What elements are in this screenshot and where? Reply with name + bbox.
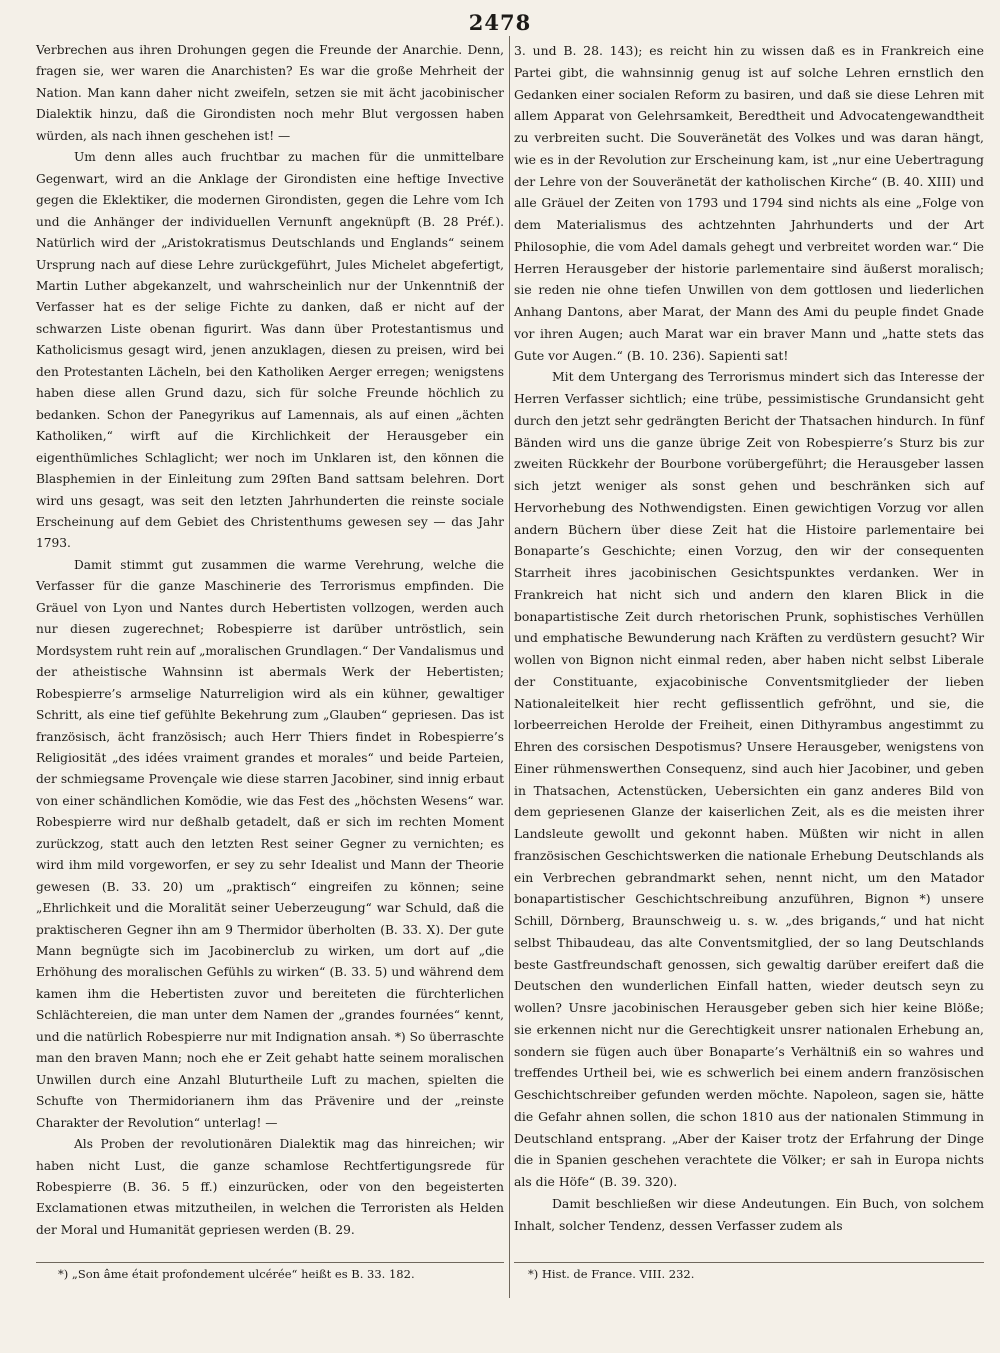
column-divider [509, 36, 510, 1298]
left-footnote-rule [36, 1262, 504, 1263]
right-paragraph-3: Damit beschließen wir diese Andeutungen. Ein Buch, von solchem Inhalt, solcher Tendenz, dessen Verfasser zudem als [514, 1195, 984, 1233]
left-paragraph-4: Als Proben der revolutionären Dialektik mag das hinreichen; wir haben nicht Lust, die ganze schamlose Rechtfertigungsrede für Robespierre (B. 36. 5 ff.) einzurücken, oder von den begeisterten Exclamationen etwas mitzutheilen, in welchen die Terroristen als Helden der Moral und Humanität gepriesen werden (B. 29. [36, 1137, 504, 1237]
right-paragraph-2: Mit dem Untergang des Terrorismus mindert sich das Interesse der Herren Verfasser sichtlich; eine trübe, pessimistische Grundansicht geht durch den jetzt sehr gedrängten Bericht der Thatsachen hindurch. In fünf Bänden wird uns die ganze übrige Zeit von Robespierre’s Sturz bis zur zweiten Rückkehr der Bourbone vorübergeführt; die Herausgeber lassen sich jetzt weniger als sonst gehen und beschränken sich auf Hervorhebung des Nothwendigsten. Einen gewichtigen Vorzug vor allen andern Büchern über diese Zeit hat die Histoire parlementaire bei Bonaparte’s Geschichte; einen Vorzug, den wir der consequenten Starrheit ihres jacobinischen Gesichtspunktes verdanken. Wer in Frankreich hat nicht sich und andern den klaren Blick in die bonapartistische Zeit durch rhetorischen Prunk, sophistisches Verhüllen und emphatische Bewunderung nach Kräften zu verdüstern gesucht? Wir wollen von Bignon nicht einmal reden, aber haben nicht selbst Liberale der Constituante, exjacobinische Conventsmitglieder der lieben Nationaleitelkeit hier recht geflissentlich gefröhnt, und sie, die lorbeerreichen Herolde der Freiheit, einen Dithyrambus angestimmt zu Ehren des corsischen Despotismus? Unsere Herausgeber, wenigstens von Einer rühmenswerthen Consequenz, sind auch hier Jacobiner, und geben in Thatsachen, Actenstücken, Uebersichten ein ganz anderes Bild von dem gepriesenen Glanze der kaiserlichen Zeit, als es die meisten ihrer Landsleute gewollt und gekonnt haben. Müßten wir nicht in allen französischen Geschichtswerken die nationale Erhebung Deutschlands als ein Verbrechen gebrandmarkt sehen, nennt nicht, um den Matador bonapartistischer Geschichtschreibung anzuführen, Bignon *) unsere Schill, Dörnberg, Braunschweig u. s. w. „des brigands,“ und hat nicht selbst Thibaudeau, das alte Conventsmitglied, der so lang Deutschlands beste Gastfreundschaft genossen, sich gewaltig darüber ereifert daß die Deutschen den wunderlichen Einfall hatten, wieder deutsch seyn zu wollen? Unsre jacobinischen Herausgeber geben sich hier keine Blöße; sie erkennen nicht nur die Gerechtigkeit unsrer nationalen Erhebung an, sondern sie fügen auch über Bonaparte’s Verhältniß ein so wahres und treffendes Urtheil bei, wie es schwerlich bei einem andern französischen Geschichtschreiber gefunden werden möchte. Napoleon, sagen sie, hätte die Gefahr ahnen sollen, die schon 1810 aus der nationalen Stimmung in Deutschland entsprang. „Aber der Kaiser trotz der Erfahrung der Dinge die in Spanien geschehen verachtete die Völker; er sah in Europa nichts als die Höfe“ (B. 39. 320). [514, 369, 984, 1189]
right-footnote: *) Hist. de France. VIII. 232. [528, 1267, 695, 1281]
left-footnote: *) „Son âme était profondement ulcérée“ heißt es B. 33. 182. [58, 1267, 415, 1281]
right-column [514, 40, 984, 1236]
left-paragraph-3: Damit stimmt gut zusammen die warme Verehrung, welche die Verfasser für die ganze Maschinerie des Terrorismus empfinden. Die Gräuel von Lyon und Nantes durch Hebertisten vollzogen, werden auch nur diesen zugerechnet; Robespierre ist darüber untröstlich, sein Mordsystem ruht rein auf „moralischen Grundlagen.“ Der Vandalismus und der atheistische Wahnsinn ist abermals Werk der Hebertisten; Robespierre’s armselige Naturreligion wird als ein kühner, gewaltiger Schritt, als eine tief gefühlte Bekehrung zum „Glauben“ gepriesen. Das ist französisch, ächt französisch; auch Herr Thiers findet in Robespierre’s Religiosität „des idées vraiment grandes et morales“ und beide Parteien, der schmiegsame Provençale wie diese starren Jacobiner, sind innig erbaut von einer schändlichen Komödie, wie das Fest des „höchsten Wesens“ war. Robespierre wird nur deßhalb getadelt, daß er sich im rechten Moment zurückzog, statt auch den letzten Rest seiner Gegner zu vernichten; es wird ihm mild vorgeworfen, er sey zu sehr Idealist und Mann der Theorie gewesen (B. 33. 20) um „praktisch“ eingreifen zu können; seine „Ehrlichkeit und die Moralität seiner Ueberzeugung“ war Schuld, daß die praktischeren Gegner ihn am 9 Thermidor überholten (B. 33. X). Der gute Mann begnügte sich im Jacobinerclub zu wirken, um dort auf „die Erhöhung des moralischen Gefühls zu wirken“ (B. 33. 5) und während dem kamen ihm die Hebertisten zuvor und bereiteten die fürchterlichen Schlächtereien, die man unter dem Namen der „grandes fournées“ kennt, und die natürlich Robespierre nur mit Indignation ansah. *) So überraschte man den braven Mann; noch ehe er Zeit gehabt hatte seinem moralischen Unwillen durch eine Anzahl Bluturtheile Luft zu machen, spielten die Schufte von Thermidorianern ihm das Prävenire und der „reinste Charakter der Revolution“ unterlag! — [36, 557, 504, 1130]
left-paragraph-1: Verbrechen aus ihren Drohungen gegen die Freunde der Anarchie. Denn, fragen sie, wer waren die Anarchisten? Es war die große Mehrheit der Nation. Man kann daher nicht zweifeln, setzen sie mit ächt jacobinischer Dialektik hinzu, daß die Girondisten noch mehr Blut vergossen haben würden, als nach ihnen geschehen ist! — [36, 43, 504, 143]
right-footnote-rule [514, 1262, 984, 1263]
left-column [36, 40, 504, 1241]
right-paragraph-1: 3. und B. 28. 143); es reicht hin zu wissen daß es in Frankreich eine Partei gibt, die wahnsinnig genug ist auf solche Lehren ernstlich den Gedanken einer socialen Reform zu basiren, und daß sie diese Lehren mit allem Apparat von Gelehrsamkeit, Beredtheit und Advocatengewandtheit zu verbreiten sucht. Die Souveränetät des Volkes und was daran hängt, wie es in der Revolution zur Erscheinung kam, ist „nur eine Uebertragung der Lehre von der Souveränetät der katholischen Kirche“ (B. 40. XIII) und alle Gräuel der Zeiten von 1793 und 1794 sind nichts als eine „Folge von dem Materialismus des achtzehnten Jahrhunderts und der Art Philosophie, die vom Adel damals gehegt und verbreitet worden war.“ Die Herren Herausgeber der historie parlementaire sind äußerst moralisch; sie reden nie ohne tiefen Unwillen von dem gottlosen und liederlichen Anhang Dantons, aber Marat, der Mann des Ami du peuple findet Gnade vor ihren Augen; auch Marat war ein braver Mann und „hatte stets das Gute vor Augen.“ (B. 10. 236). Sapienti sat! [514, 43, 984, 363]
left-paragraph-2: Um denn alles auch fruchtbar zu machen für die unmittelbare Gegenwart, wird an die Anklage der Girondisten eine heftige Invective gegen die Eklektiker, die modernen Girondisten, gegen die Lehre vom Ich und die Anhänger der individuellen Vernunft angeknüpft (B. 28 Préf.). Natürlich wird der „Aristokratismus Deutschlands und Englands“ seinem Ursprung nach auf diese Lehre zurückgeführt, Jules Michelet abgefertigt, Martin Luther abgekanzelt, und wahrscheinlich nur der Unkenntniß der Verfasser hat es der selige Fichte zu danken, daß er nicht auf der schwarzen Liste obenan figurirt. Was dann über Protestantismus und Katholicismus gesagt wird, jenen anzuklagen, diesen zu preisen, wird bei den Protestanten Lächeln, bei den Katholiken Aerger erregen; wenigstens haben diese allen Grund dazu, sich für solche Freunde höchlich zu bedanken. Schon der Panegyrikus auf Lamennais, als auf einen „ächten Katholiken,“ wirft auf die Kirchlichkeit der Herausgeber ein eigenthümliches Schlaglicht; wer noch im Unklaren ist, den können die Blasphemien in der Einleitung zum 29ſten Band sattsam belehren. Dort wird uns gesagt, was seit den letzten Jahrhunderten die reinste sociale Erscheinung auf dem Gebiet des Christenthums gewesen sey — das Jahr 1793. [36, 150, 504, 551]
page-number: 2478 [468, 10, 532, 35]
